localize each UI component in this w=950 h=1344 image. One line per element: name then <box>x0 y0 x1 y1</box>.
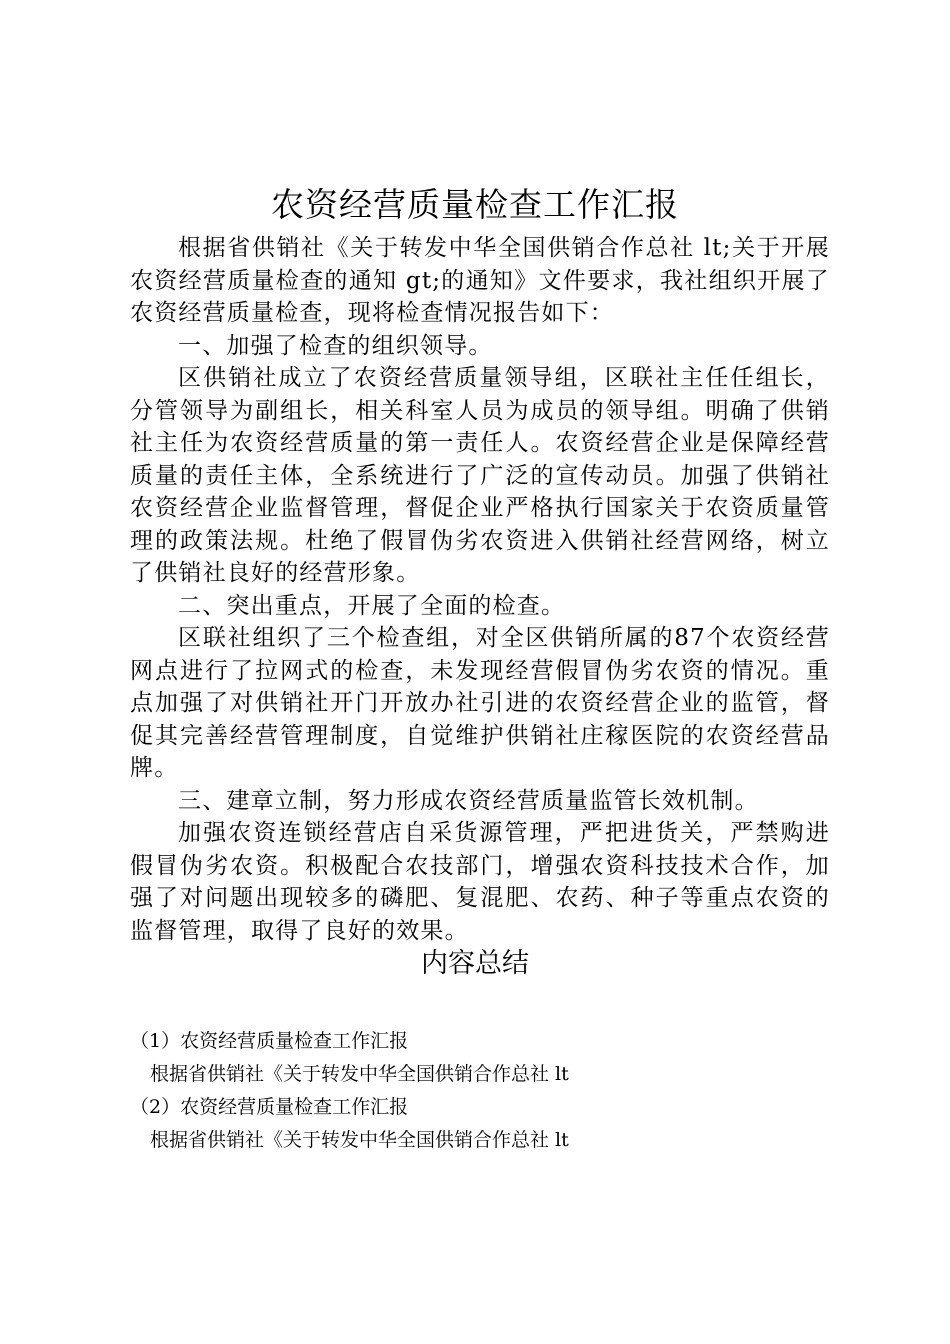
summary-item-heading: （1）农资经营质量检查工作汇报 <box>130 1030 409 1052</box>
section-paragraph-2: 区联社组织了三个检查组，对全区供销所属的87个农资经营网点进行了拉网式的检查，未发现经营假冒伪劣农资的情况。重点加强了对供销社开门开放办社引进的农资经营企业的监管，督促其完善经营管理制度，自觉维护供销社庄稼医院的农资经营品牌。 <box>130 625 830 781</box>
section-paragraph-3: 加强农资连锁经营店自采货源管理，严把进货关，严禁购进假冒伪劣农资。积极配合农技部门，增强农资科技技术合作，加强了对问题出现较多的磷肥、复混肥、农药、种子等重点农资的监督管理，取得了良好的效果。 <box>130 820 830 944</box>
document-title: 农资经营质量检查工作汇报 <box>271 185 679 224</box>
section-paragraph-1: 区供销社成立了农资经营质量领导组，区联社主任任组长，分管领导为副组长，相关科室人员为成员的领导组。明确了供销社主任为农资经营质量的第一责任人。农资经营企业是保障经营质量的责任主体，全系统进行了广泛的宣传动员。加强了供销社农资经营企业监督管理，督促企业严格执行国家关于农资质量管理的政策法规。杜绝了假冒伪劣农资进入供销社经营网络，树立了供销社良好的经营形象。 <box>130 365 830 586</box>
section-heading-2: 二、突出重点，开展了全面的检查。 <box>178 592 566 619</box>
summary-item-text: 根据省供销社《关于转发中华全国供销合作总社 lt <box>150 1129 569 1151</box>
summary-item <box>130 1091 830 1157</box>
intro-paragraph: 根据省供销社《关于转发中华全国供销合作总社 lt;关于开展农资经营质量检查的通知 gt;的通知》文件要求，我社组织开展了农资经营质量检查，现将检查情况报告如下： <box>130 235 830 326</box>
summary-item-text: 根据省供销社《关于转发中华全国供销合作总社 lt <box>150 1063 569 1085</box>
summary-item-heading: （2）农资经营质量检查工作汇报 <box>130 1096 409 1118</box>
summary-list <box>130 1025 830 1157</box>
section-heading-1: 一、加强了检查的组织领导。 <box>178 332 493 359</box>
section-heading-3: 三、建章立制，努力形成农资经营质量监管长效机制。 <box>178 787 759 814</box>
summary-item <box>130 1025 830 1091</box>
summary-title: 内容总结 <box>421 948 529 979</box>
document-body <box>130 232 830 947</box>
